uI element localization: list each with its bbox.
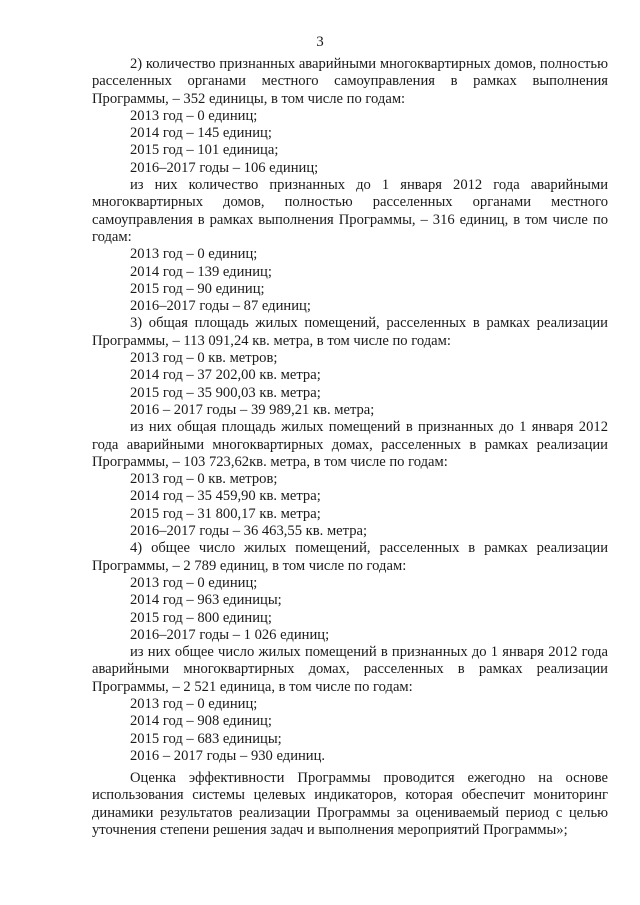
list-item: 2016 – 2017 годы – 930 единиц. [130,747,326,764]
list-item: 2015 год – 683 единицы; [130,730,282,747]
list-item: 2014 год – 139 единиц; [130,263,272,280]
list-item: 2015 год – 90 единиц; [130,280,265,297]
list-item: 2015 год – 31 800,17 кв. метра; [130,505,321,522]
list-item: 2016 – 2017 годы – 39 989,21 кв. метра; [130,401,375,418]
list-item: 2013 год – 0 единиц; [130,574,258,591]
list-item: 2014 год – 145 единиц; [130,125,272,142]
list-item: 2016–2017 годы – 1 026 единиц; [130,626,330,643]
list-item: 2016–2017 годы – 106 единиц; [130,159,319,176]
list-item: 2015 год – 35 900,03 кв. метра; [130,384,321,401]
list-item: 2013 год – 0 единиц; [130,246,258,263]
paragraph: из них количество признанных до 1 января 2012 года аварийными многоквартирных домов, полностью расселенных органами местного самоуправления в рамках выполнения Программы, – 316 единиц, в том числе по годам: [92,177,608,245]
list-item: 2013 год – 0 единиц; [130,107,258,124]
paragraph: Оценка эффективности Программы проводится ежегодно на основе использования системы целевых индикаторов, которая обеспечит мониторинг динамики результатов реализации Программы за оцениваемый период с целью уточнения степени решения задач и выполнения мероприятий Программы»; [92,770,608,839]
list-item: 2013 год – 0 кв. метров; [130,350,278,367]
list-item: 2014 год – 908 единиц; [130,713,272,730]
paragraph: 2) количество признанных аварийными многоквартирных домов, полностью расселенных органами местного самоуправления в рамках выполнения Программы, – 352 единицы, в том числе по годам: [92,56,608,107]
list-item: 2016–2017 годы – 36 463,55 кв. метра; [130,523,368,540]
paragraph: 4) общее число жилых помещений, расселенных в рамках реализации Программы, – 2 789 единиц, в том числе по годам: [92,540,608,574]
list-item: 2016–2017 годы – 87 единиц; [130,298,311,315]
list-item: 2013 год – 0 кв. метров; [130,471,278,488]
paragraph: из них общая площадь жилых помещений в признанных до 1 января 2012 года аварийными многоквартирных домах, расселенных в рамках реализации Программы, – 103 723,62кв. метра, в том числе по годам: [92,419,608,470]
document-body [92,56,608,839]
list-item: 2015 год – 800 единиц; [130,609,272,626]
list-item: 2013 год – 0 единиц; [130,695,258,712]
paragraph: из них общее число жилых помещений в признанных до 1 января 2012 года аварийными многоквартирных домах, расселенных в рамках реализации Программы, – 2 521 единица, в том числе по годам: [92,644,608,695]
paragraph: 3) общая площадь жилых помещений, расселенных в рамках реализации Программы, – 113 091,24 кв. метра, в том числе по годам: [92,315,608,349]
list-item: 2015 год – 101 единица; [130,142,279,159]
page-number: 3 [316,34,324,50]
list-item: 2014 год – 35 459,90 кв. метра; [130,488,321,505]
list-item: 2014 год – 963 единицы; [130,592,282,609]
list-item: 2014 год – 37 202,00 кв. метра; [130,367,321,384]
